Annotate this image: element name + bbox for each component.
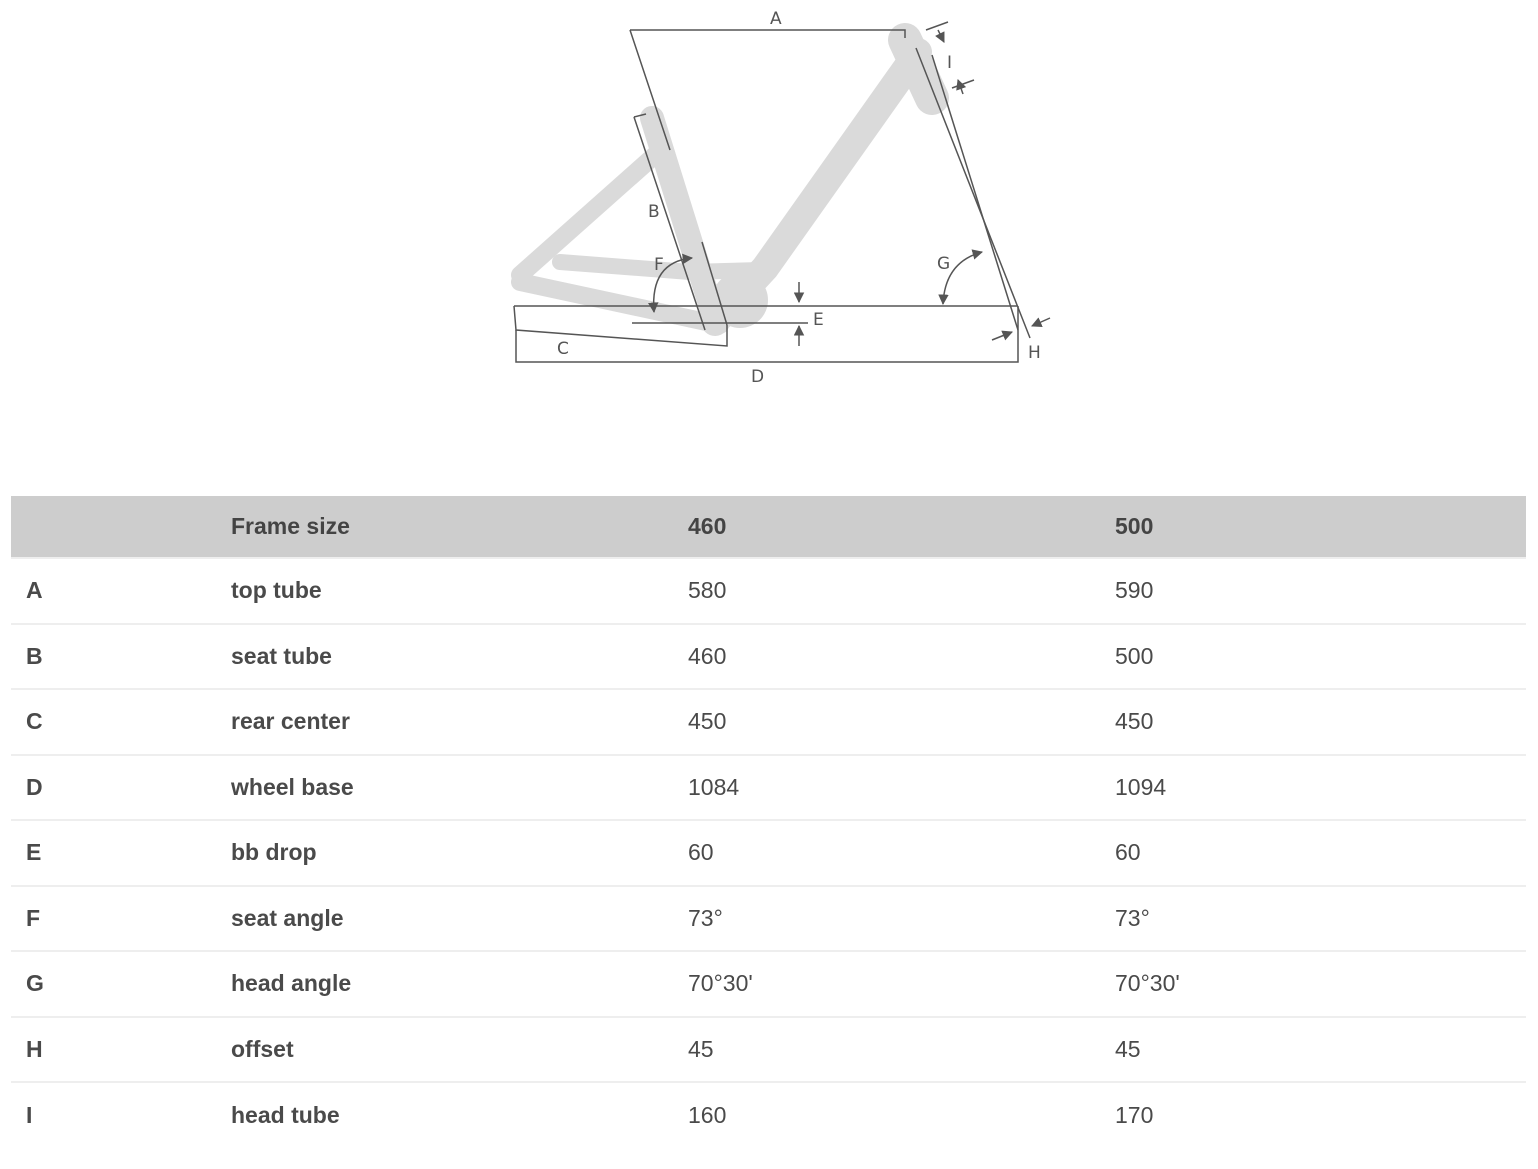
- table-row: [11, 1017, 1526, 1083]
- row-letter: C: [26, 708, 43, 735]
- row-letter: H: [26, 1035, 43, 1062]
- row-measure-name: offset: [231, 1035, 294, 1062]
- dim-label-c: C: [557, 339, 569, 359]
- table-row: [11, 886, 1526, 952]
- row-value-500: 60: [1115, 839, 1141, 866]
- table-row: [11, 951, 1526, 1017]
- row-value-460: 160: [688, 1101, 727, 1128]
- row-measure-name: head tube: [231, 1101, 340, 1128]
- row-value-500: 450: [1115, 708, 1154, 735]
- table-row: [11, 558, 1526, 624]
- header-letter: [11, 496, 231, 558]
- dim-label-d: D: [751, 367, 765, 387]
- row-value-500: 45: [1115, 1035, 1141, 1062]
- dim-label-a: A: [770, 9, 782, 29]
- header-size-500: 500: [1115, 513, 1154, 539]
- row-measure-name: seat angle: [231, 904, 344, 931]
- row-letter: D: [26, 773, 43, 800]
- row-measure-name: head angle: [231, 970, 352, 997]
- row-measure-name: seat tube: [231, 642, 332, 669]
- table-row: [11, 624, 1526, 690]
- row-letter: A: [26, 577, 43, 604]
- row-value-500: 73°: [1115, 904, 1150, 931]
- bike-frame-silhouette: [520, 40, 932, 328]
- row-letter: E: [26, 839, 42, 866]
- row-measure-name: rear center: [231, 708, 350, 735]
- table-row: [11, 1082, 1526, 1148]
- row-letter: B: [26, 642, 43, 669]
- table-row: [11, 689, 1526, 755]
- row-value-500: 500: [1115, 642, 1154, 669]
- row-letter: I: [26, 1101, 33, 1128]
- row-value-460: 450: [688, 708, 727, 735]
- row-value-500: 590: [1115, 577, 1154, 604]
- row-value-460: 45: [688, 1035, 714, 1062]
- dim-label-e: E: [813, 310, 824, 330]
- dimension-lines: [514, 22, 1050, 362]
- row-letter: F: [26, 904, 41, 931]
- table-row: [11, 820, 1526, 886]
- row-value-460: 460: [688, 642, 727, 669]
- frame-geometry-diagram: [0, 0, 1538, 420]
- dim-label-f: F: [654, 255, 664, 275]
- row-value-460: 70°30': [688, 970, 753, 997]
- header-frame-size: Frame size: [231, 513, 350, 539]
- table-row: [11, 755, 1526, 821]
- row-measure-name: bb drop: [231, 839, 317, 866]
- row-value-500: 1094: [1115, 773, 1167, 800]
- header-size-460: 460: [688, 513, 727, 539]
- dim-label-b: B: [648, 202, 660, 222]
- dim-label-i: I: [947, 53, 953, 73]
- row-letter: G: [26, 970, 44, 997]
- geometry-table: [11, 496, 1526, 1148]
- row-measure-name: top tube: [231, 577, 322, 604]
- row-value-460: 1084: [688, 773, 740, 800]
- dim-label-g: G: [937, 254, 951, 274]
- row-value-500: 70°30': [1115, 970, 1180, 997]
- dim-label-h: H: [1028, 343, 1041, 363]
- row-measure-name: wheel base: [231, 773, 354, 800]
- row-value-460: 580: [688, 577, 727, 604]
- table-header-row: [11, 496, 1526, 558]
- row-value-460: 73°: [688, 904, 723, 931]
- row-value-460: 60: [688, 839, 714, 866]
- row-value-500: 170: [1115, 1101, 1154, 1128]
